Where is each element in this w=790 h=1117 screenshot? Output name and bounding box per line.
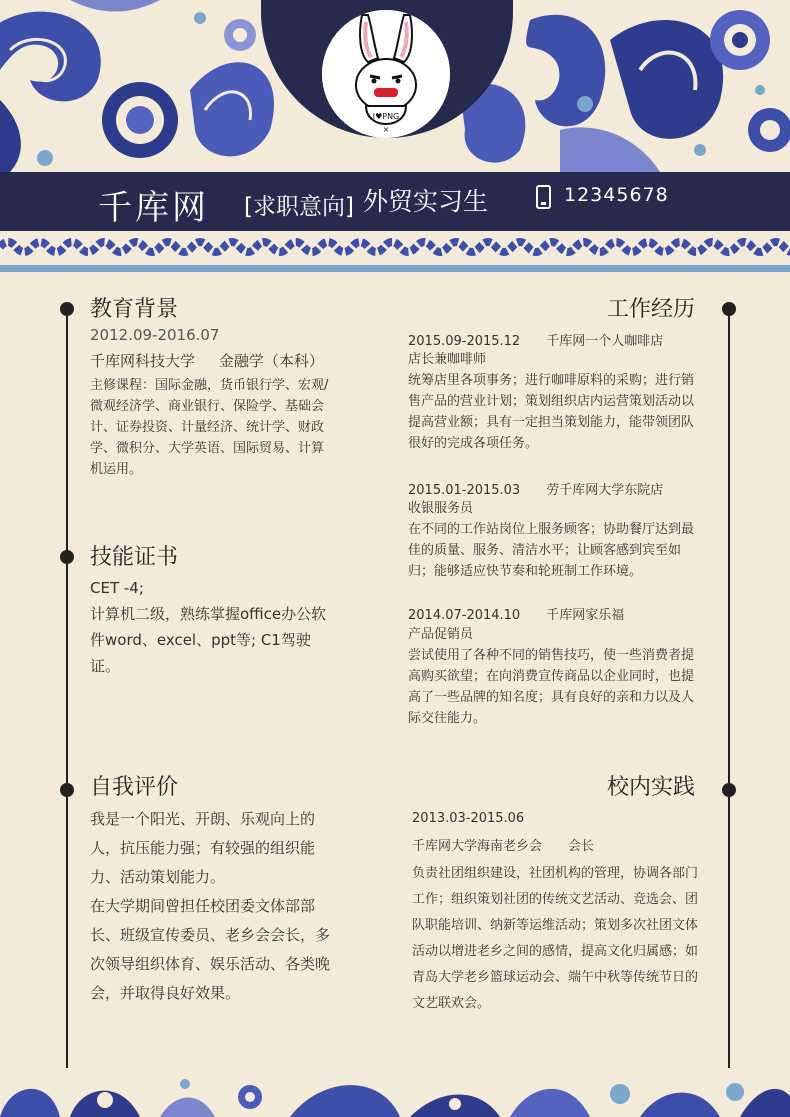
education-school-major: 千库网科技大学 金融学（本科） xyxy=(90,352,324,370)
campus-role: 会长 xyxy=(568,839,595,854)
work-company: 千库网一个人咖啡店 xyxy=(546,334,664,349)
job-intent-label: [求职意向] xyxy=(244,194,354,220)
campus-org-row xyxy=(412,835,594,854)
timeline-dot xyxy=(60,550,74,564)
timeline-dot xyxy=(722,302,736,316)
phone-number: 12345678 xyxy=(564,184,669,206)
timeline-dot xyxy=(722,783,736,797)
work-role: 收银服务员 xyxy=(408,501,474,516)
self-evaluation-paragraph-1: 我是一个阳光、开朗、乐观向上的人，抗压能力强；有较强的组织能力、活动策划能力。 xyxy=(90,810,316,886)
work-description: 在不同的工作站岗位上服务顾客；协助餐厅达到最佳的质量、服务、清洁水平；让顾客感到宾至如归；能够适应快节奏和轮班制工作环境。 xyxy=(408,522,695,579)
work-company: 劳千库网大学东院店 xyxy=(546,483,664,498)
svg-text:×: × xyxy=(382,125,390,134)
self-evaluation-paragraph-2: 在大学期间曾担任校团委文体部部长、班级宣传委员、老乡会会长，多次领导组织体育、娱乐活动、各类晚会，并取得良好效果。 xyxy=(90,897,331,1002)
decorative-wave-strip xyxy=(0,235,790,260)
education-courses: 主修课程：国际金融，货币银行学、宏观/微观经济学、商业银行、保险学、基础会计、证券投资、计量经济、统计学、财政学、微积分、大学英语、国际贸易、计算机运用。 xyxy=(90,378,329,477)
name-bar xyxy=(0,172,790,231)
section-title-self-evaluation: 自我评价 xyxy=(90,775,179,800)
candidate-name: 千库网 xyxy=(98,188,209,228)
section-title-campus: 校内实践 xyxy=(606,775,695,800)
timeline-dot xyxy=(60,783,74,797)
section-title-education: 教育背景 xyxy=(90,297,179,322)
timeline-dot xyxy=(60,302,74,316)
skills-cet: CET -4; xyxy=(90,579,144,597)
work-company: 千库网家乐福 xyxy=(546,608,625,623)
work-description: 统筹店里各项事务；进行咖啡原料的采购；进行销售产品的营业计划；策划组织店内运营策划活动以提高营业额；具有一定担当策划能力，能带领团队很好的完成各项任务。 xyxy=(408,373,695,451)
accent-divider xyxy=(0,265,790,272)
work-description: 尝试使用了各种不同的销售技巧，使一些消费者提高购买欲望；在向消费宣传商品以企业同时，也提高了一些品牌的知名度；具有良好的亲和力以及人际交往能力。 xyxy=(408,648,695,726)
campus-period: 2013.03-2015.06 xyxy=(412,811,525,826)
work-item-header xyxy=(408,604,624,623)
work-period: 2015.01-2015.03 xyxy=(408,483,521,498)
footer-paisley-pattern xyxy=(0,1072,790,1117)
campus-org: 千库网大学海南老乡会 xyxy=(412,839,543,854)
work-period: 2014.07-2014.10 xyxy=(408,608,521,623)
bunny-mascot-icon xyxy=(322,10,450,138)
work-role: 产品促销员 xyxy=(408,627,474,642)
header-paisley-pattern xyxy=(0,0,790,172)
avatar xyxy=(322,10,450,138)
work-item-header xyxy=(408,330,663,349)
avatar-caption: I♥PNG xyxy=(372,112,400,121)
skills-computer: 计算机二级，熟练掌握office办公软件word、excel、ppt等; C1驾驶证。 xyxy=(90,605,327,675)
work-item-header xyxy=(408,479,663,498)
section-title-work: 工作经历 xyxy=(606,297,695,322)
education-period: 2012.09-2016.07 xyxy=(90,326,220,344)
right-timeline xyxy=(728,306,730,1068)
campus-description: 负责社团组织建设，社团机构的管理，协调各部门工作；组织策划社团的传统文艺活动、竞选会、团队职能培训、纳新等运维活动；策划多次社团文体活动以增进老乡之间的感情，提高文化归属感；如青岛大学老乡篮球运动会、端午中秋等传统节日的文艺联欢会。 xyxy=(412,866,699,1011)
phone-icon xyxy=(536,185,551,209)
work-role: 店长兼咖啡师 xyxy=(408,352,487,367)
job-title: 外贸实习生 xyxy=(363,187,489,216)
section-title-skills: 技能证书 xyxy=(90,545,179,570)
left-timeline xyxy=(66,306,68,1068)
work-period: 2015.09-2015.12 xyxy=(408,334,521,349)
